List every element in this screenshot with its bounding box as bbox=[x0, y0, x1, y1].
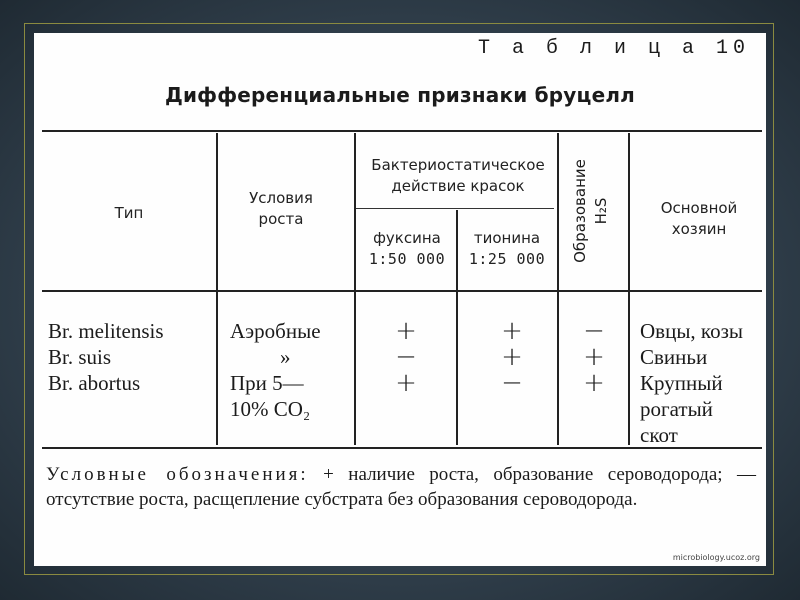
header-host: Основной хозяин bbox=[660, 199, 738, 238]
row-type-1: Br. melitensis bbox=[48, 319, 164, 343]
col-divider-4 bbox=[557, 133, 559, 445]
conditions-line-3: При 5— bbox=[230, 371, 304, 395]
fuchsin-row-1: + bbox=[395, 316, 417, 346]
conditions-line-2: » bbox=[280, 345, 291, 369]
header-thionin-name: тионина bbox=[473, 229, 541, 247]
col-divider-1 bbox=[216, 133, 218, 445]
legend-label: Условные обозначения: bbox=[46, 464, 309, 485]
header-h2s-text: Образование H₂S bbox=[571, 159, 610, 263]
header-thionin-dilution: 1:25 000 bbox=[468, 250, 546, 268]
thionin-row-3: − bbox=[501, 368, 523, 398]
h2s-row-3: + bbox=[583, 368, 605, 398]
legend-text: + наличие роста, образование сероводорода; — отсутствие роста, расщепление субстрата без образования сероводорода. bbox=[46, 464, 757, 510]
header-h2s bbox=[570, 152, 616, 270]
table-page bbox=[34, 33, 766, 566]
conditions-line-4: 10% CO₂ bbox=[230, 397, 311, 421]
row-type-3: Br. abortus bbox=[48, 371, 141, 395]
host-row-3: Крупный bbox=[640, 371, 723, 395]
header-bacteriostatic: Бактериостатическое действие красок bbox=[371, 156, 545, 195]
conditions-line-1: Аэробные bbox=[230, 319, 321, 343]
watermark: microbiology.ucoz.org bbox=[672, 553, 760, 562]
top-rule bbox=[42, 130, 762, 132]
col-divider-5 bbox=[628, 133, 630, 445]
row-type-2: Br. suis bbox=[48, 345, 112, 369]
thionin-row-1: + bbox=[501, 316, 523, 346]
header-thionin bbox=[458, 228, 556, 270]
host-extra-2: скот bbox=[640, 423, 678, 447]
table-title: Дифференциальные признаки бруцелл bbox=[164, 83, 636, 107]
h2s-row-1: − bbox=[583, 316, 605, 346]
header-fuchsin bbox=[358, 228, 456, 270]
header-fuchsin-name: фуксина bbox=[373, 229, 441, 247]
dye-subheader-rule bbox=[356, 208, 554, 209]
fuchsin-row-3: + bbox=[395, 368, 417, 398]
header-conditions: Условия роста bbox=[249, 189, 313, 228]
host-extra-1: рогатый bbox=[640, 397, 713, 421]
host-row-2: Свиньи bbox=[640, 345, 708, 369]
host-row-1: Овцы, козы bbox=[640, 319, 743, 343]
fuchsin-row-2: − bbox=[395, 342, 417, 372]
h2s-row-2: + bbox=[583, 342, 605, 372]
legend bbox=[46, 462, 756, 512]
col-divider-2 bbox=[354, 133, 356, 445]
header-rule bbox=[42, 290, 762, 292]
header-fuchsin-dilution: 1:50 000 bbox=[368, 250, 446, 268]
thionin-row-2: + bbox=[501, 342, 523, 372]
table-number: Т а б л и ц а 10 bbox=[477, 37, 750, 60]
header-type: Тип bbox=[114, 204, 144, 222]
